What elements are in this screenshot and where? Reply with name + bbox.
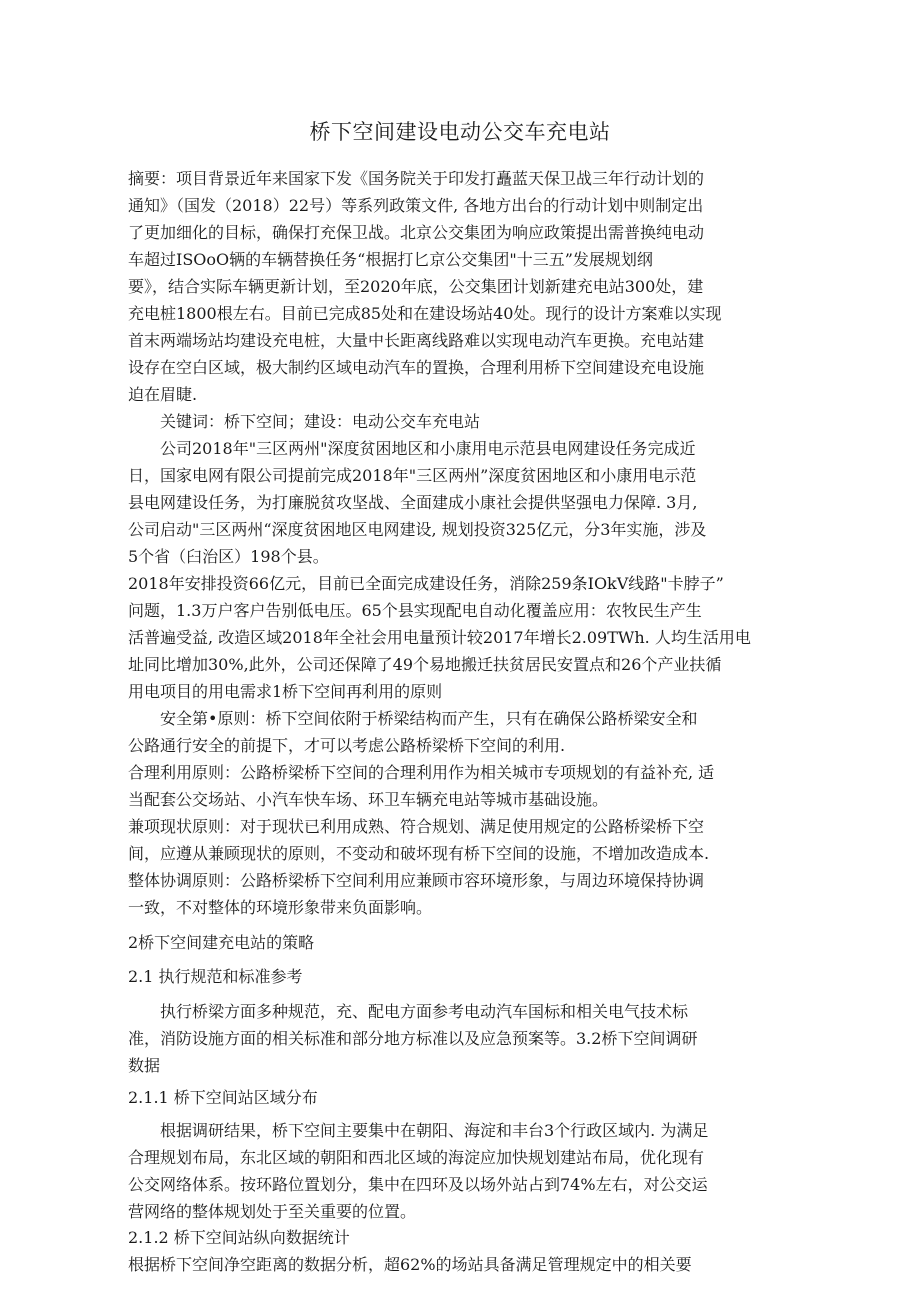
section-heading-2: 2桥下空间建充电站的策略 (128, 933, 315, 952)
paragraph-line: 址同比增加30%,此外，公司还保障了49个易地搬迁扶贫居民安置点和26个产业扶循 (128, 655, 722, 674)
section-heading-2-1-2: 2.1.2 桥下空间站纵向数据统计 (128, 1228, 350, 1247)
principle-compat-line: 间，应遵从兼顾现状的原则，不变动和破坏现有桥下空间的设施，不增加改造成本. (128, 844, 710, 863)
abstract-line: 通知》（国发（2018）22号）等系列政策文件, 各地方出台的行动计划中则制定出 (128, 196, 704, 215)
abstract-line: 了更加细化的目标，确保打充保卫战。北京公交集团为响应政策提出需普换纯电动 (128, 223, 705, 242)
paragraph-line: 根据桥下空间净空距离的数据分析，超62%的场站具备满足管理规定中的相关要 (128, 1255, 692, 1274)
paragraph-line: 合理规划布局，东北区域的朝阳和西北区域的海淀应加快规划建站布局，优化现有 (128, 1148, 705, 1167)
paragraph-line: 营网络的整体规划处于至关重要的位置。 (128, 1202, 417, 1221)
abstract-line: 迫在眉睫. (128, 385, 198, 404)
paragraph-line: 公司2018年"三区两州"深度贫困地区和小康用电示范县电网建设任务完成近 (160, 439, 696, 458)
paragraph-line: 问题，1.3万户客户告别低电压。65个县实现配电自动化覆盖应用：农牧民生产生 (128, 601, 702, 620)
abstract-line: 首末两端场站均建设充电桩，大量中长距离线路难以实现电动汽车更换。充电站建 (128, 331, 705, 350)
paragraph-line: 执行桥梁方面多种规范，充、配电方面参考电动汽车国标和相关电气技术标 (160, 1002, 689, 1021)
paragraph-line: 用电项目的用电需求1桥下空间再利用的原则 (128, 682, 443, 701)
abstract-line: 设存在空白区域，极大制约区域电动汽车的置换，合理利用桥下空间建设充电设施 (128, 358, 705, 377)
principle-safety-line: 公路通行安全的前提下，才可以考虑公路桥梁桥下空间的利用. (128, 736, 566, 755)
abstract-line: 要》，结合实际车辆更新计划，至2020年底，公交集团计划新建充电站300处，建 (128, 277, 704, 296)
abstract-line: 充电桩1800根左右。目前已完成85处和在建设场站40处。现行的设计方案难以实现 (128, 304, 722, 323)
paragraph-line: 准，消防设施方面的相关标准和部分地方标准以及应急预案等。3.2桥下空间调研 (128, 1029, 698, 1048)
paragraph-line: 数据 (128, 1056, 161, 1075)
principle-safety-line: 安全第•原则：桥下空间依附于桥梁结构而产生，只有在确保公路桥梁安全和 (160, 709, 698, 728)
principle-compat-line: 兼项现状原则：对于现状已利用成熟、符合规划、满足使用规定的公路桥梁桥下空 (128, 817, 705, 836)
paragraph-line: 2018年安排投资66亿元，目前已全面完成建设任务，消除259条IOkV线路"卡脖子” (128, 574, 724, 593)
abstract-line: 摘要：项目背景近年来国家下发《国务院关于印发打矗蓝天保卫战三年行动计划的 (128, 169, 705, 188)
keywords-line: 关键词：桥下空间；建设：电动公交车充电站 (160, 412, 481, 431)
section-heading-2-1-1: 2.1.1 桥下空间站区域分布 (128, 1088, 318, 1107)
principle-coord-line: 整体协调原则：公路桥梁桥下空间利用应兼顾市容环境形象，与周边环境保持协调 (128, 871, 705, 890)
paragraph-line: 公司启动"三区两州“深度贫困地区电网建设, 规划投资325亿元，分3年实施，涉及 (128, 520, 707, 539)
document-title: 桥下空间建设电动公交车充电站 (309, 120, 611, 144)
principle-reasonable-line: 当配套公交场站、小汽车快车场、环卫车辆充电站等城市基础设施。 (128, 790, 609, 809)
abstract-line: 车超过ISOoO辆的车辆替换任务“根据打匕京公交集团"十三五”发展规划纲 (128, 250, 653, 269)
principle-coord-line: 一致，不对整体的环境形象带来负面影响。 (128, 898, 433, 917)
paragraph-line: 根据调研结果，桥下空间主要集中在朝阳、海淀和丰台3个行政区域内. 为满足 (160, 1121, 709, 1140)
section-heading-2-1: 2.1 执行规范和标准参考 (128, 967, 303, 986)
paragraph-line: 活普遍受益, 改造区域2018年全社会用电量预计较2017年增长2.09TWh. 人均生活用电 (128, 628, 751, 647)
paragraph-line: 县电网建设任务，为打廉脱贫攻坚战、全面建成小康社会提供坚强电力保障. 3月, (128, 493, 698, 512)
paragraph-line: 5个省（臼治区）198个县。 (128, 547, 329, 566)
principle-reasonable-line: 合理利用原则：公路桥梁桥下空间的合理利用作为相关城市专项规划的有益补充, 适 (128, 763, 715, 782)
paragraph-line: 日，国家电网有限公司提前完成2018年"三区两州”深度贫困地区和小康用电示范 (128, 466, 697, 485)
paragraph-line: 公交网络体系。按环路位置划分，集中在四环及以场外站占到74%左右，对公交运 (128, 1175, 708, 1194)
